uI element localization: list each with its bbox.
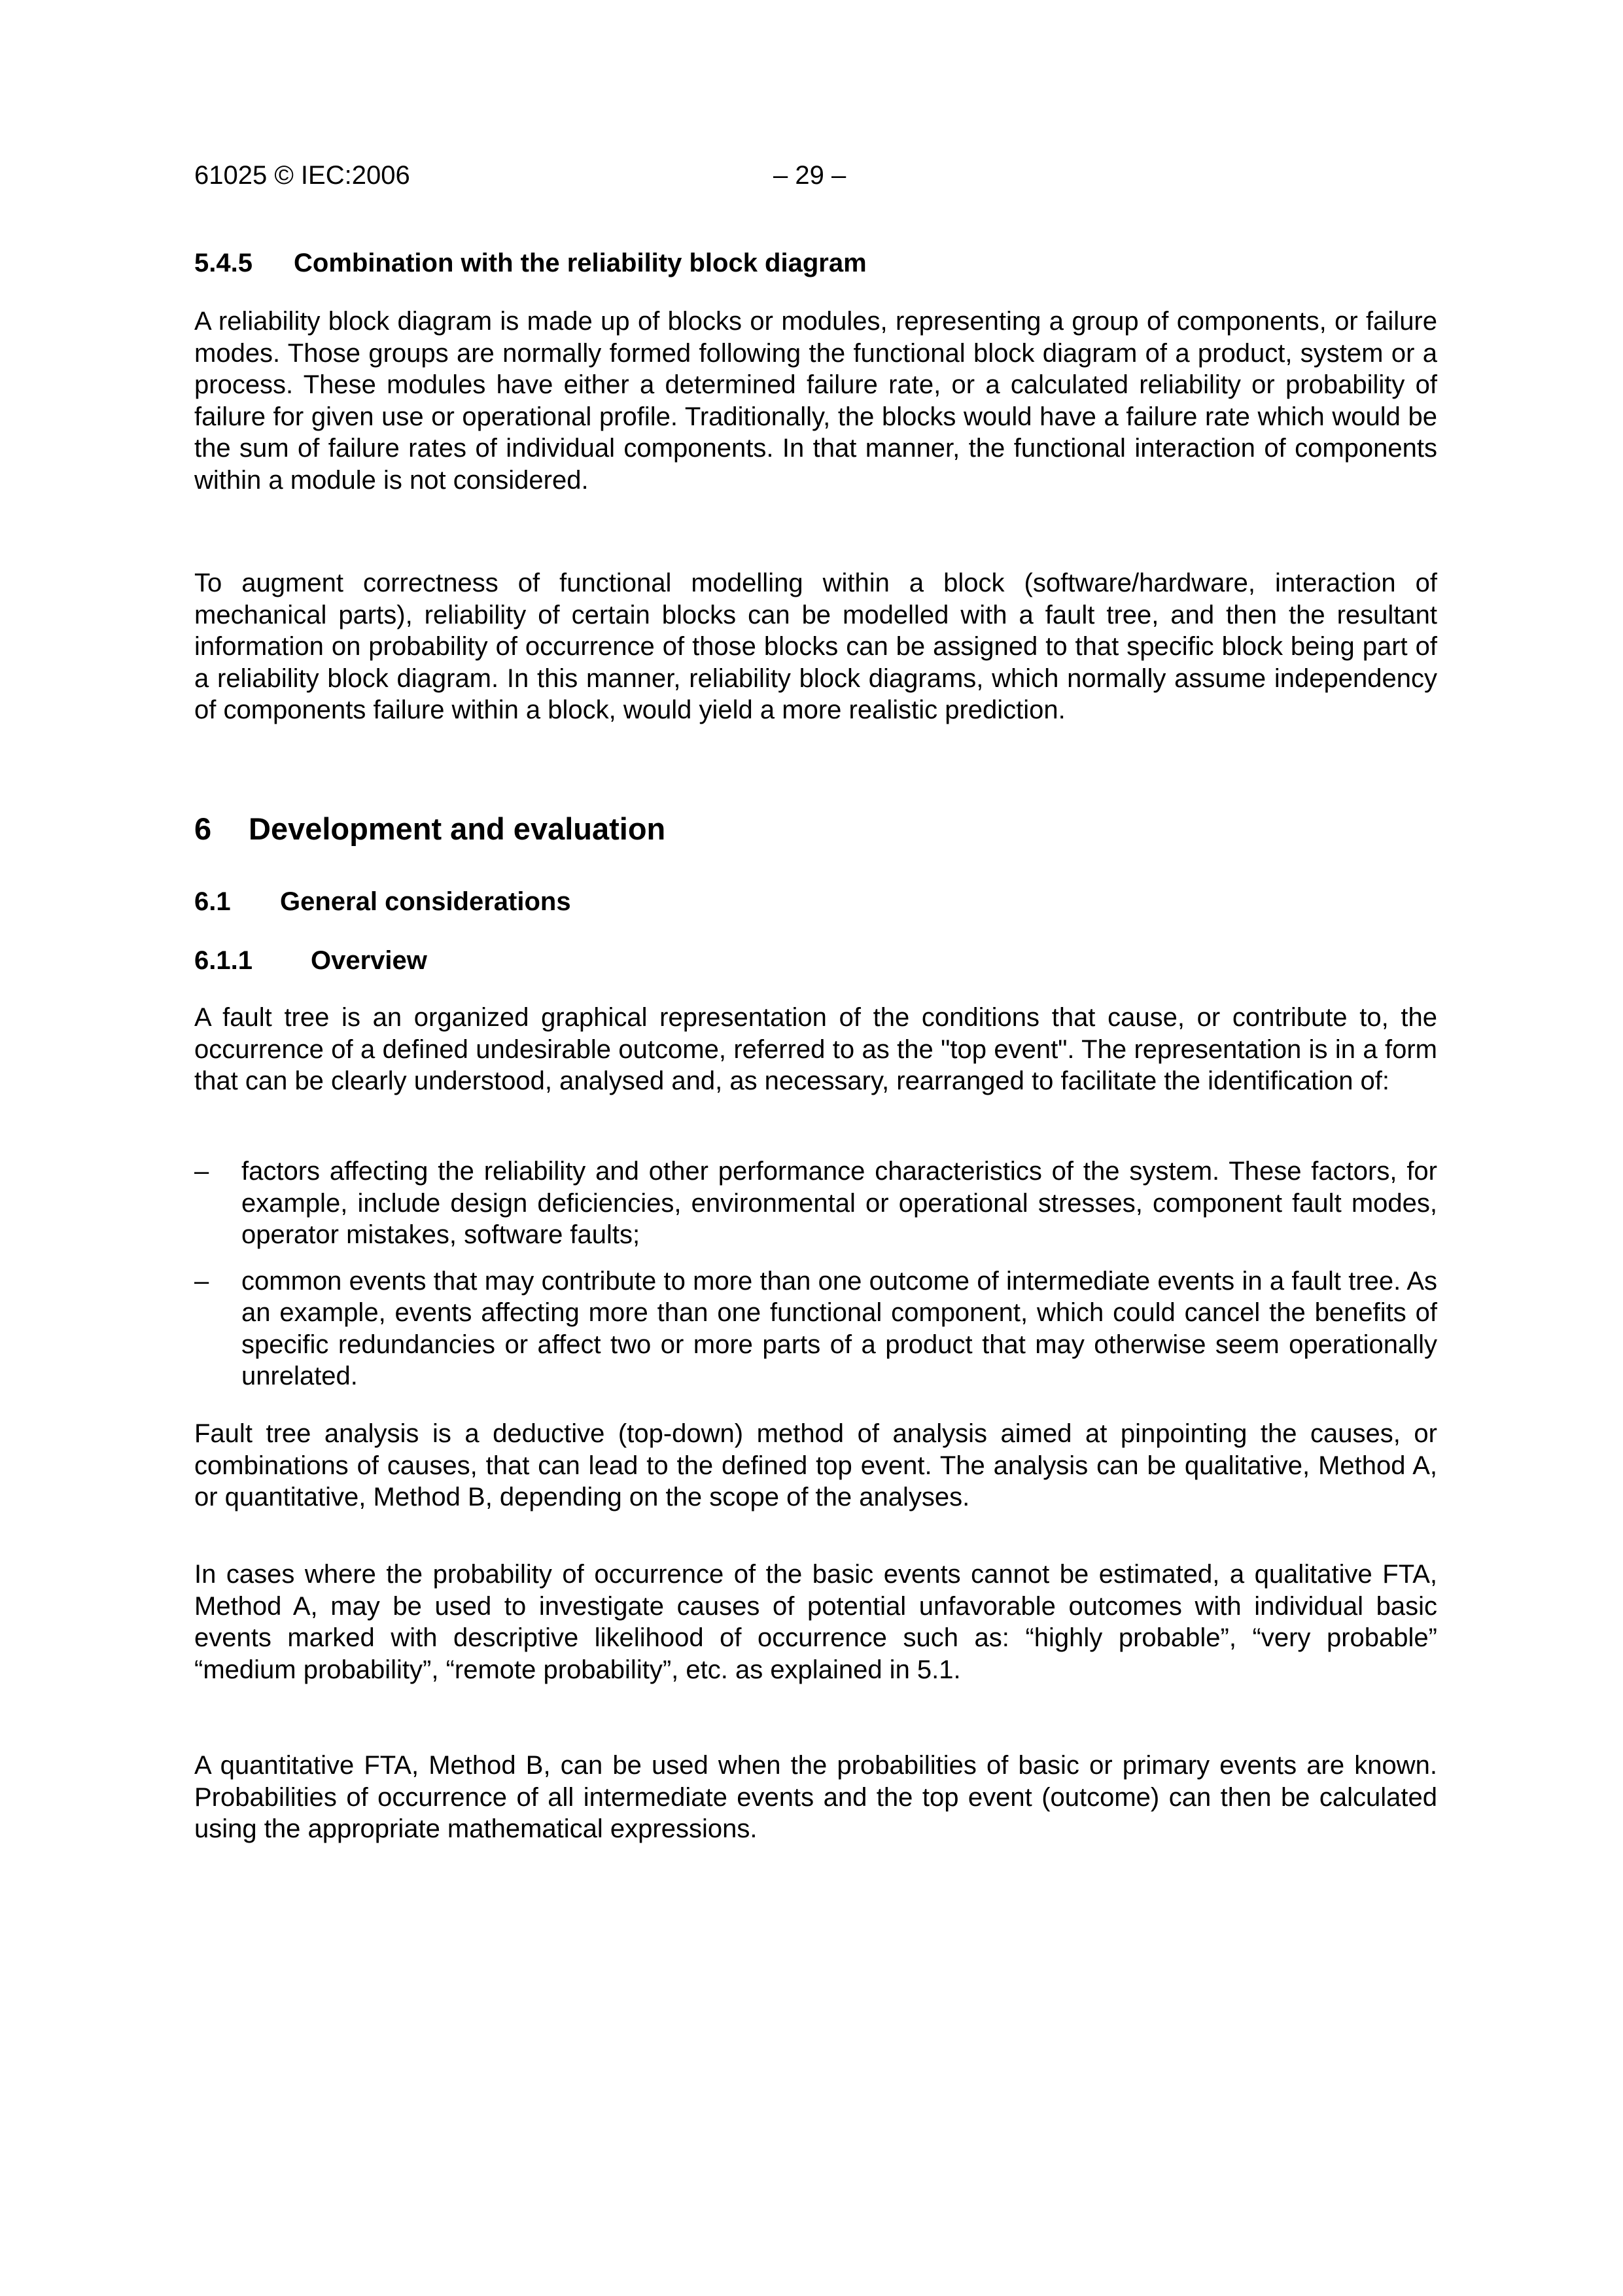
heading-6 <box>194 806 1437 852</box>
paragraph-fault-tree-overview: A fault tree is an organized graphical representation of the conditions that cause, or contribute to, the occurrence of a defined undesirable outcome, referred to as the "top event". The representation is in a form that can be clearly understood, analysed and, as necessary, rearranged to facilitate the identification of: <box>194 1003 1437 1095</box>
heading-title: Overview <box>311 946 427 975</box>
heading-number: 5.4.5 <box>194 249 253 277</box>
identification-list <box>194 1156 1437 1392</box>
document-identifier: 61025 © IEC:2006 <box>194 161 410 190</box>
paragraph-fta-deductive: Fault tree analysis is a deductive (top-down) method of analysis aimed at pinpointing the causes, or combinations of causes, that can lead to the defined top event. The analysis can be qualitative, Method A, or quantitative, Method B, depending on the scope of the analyses. <box>194 1419 1437 1511</box>
heading-5-4-5 <box>194 243 1437 283</box>
list-dash: – <box>194 1266 209 1296</box>
paragraph-quantitative-fta: A quantitative FTA, Method B, can be used when the probabilities of basic or primary events are known. Probabilities of occurrence of all intermediate events and the top event (outcome) can then be calculated using the appropriate mathematical expressions. <box>194 1751 1437 1843</box>
heading-title: General considerations <box>280 887 571 916</box>
page-number: – 29 – <box>773 161 846 190</box>
list-item-text: factors affecting the reliability and other performance characteristics of the system. These factors, for example, include design deficiencies, environmental or operational stresses, component fault modes, operator mistakes, software faults; <box>241 1157 1437 1249</box>
paragraph-functional-modelling: To augment correctness of functional modelling within a block (software/hardware, interaction of mechanical parts), reliability of certain blocks can be modelled with a fault tree, and then the resultant information on probability of occurrence of those blocks can be assigned to that specific block being part of a reliability block diagram. In this manner, reliability block diagrams, which normally assume independency of components failure within a block, would yield a more realistic prediction. <box>194 569 1437 724</box>
heading-number: 6 <box>194 811 212 846</box>
list-dash: – <box>194 1157 209 1186</box>
paragraph-qualitative-fta: In cases where the probability of occurrence of the basic events cannot be estimated, a qualitative FTA, Method A, may be used to investigate causes of potential unfavorable outcomes with individual basic events marked with descriptive likelihood of occurrence such as: “highly probable”, “very probable” “medium probability”, “remote probability”, etc. as explained in 5.1. <box>194 1560 1437 1684</box>
heading-6-1 <box>194 882 1437 921</box>
heading-title: Combination with the reliability block diagram <box>294 249 867 277</box>
heading-title: Development and evaluation <box>249 811 666 846</box>
paragraph-rbd-definition: A reliability block diagram is made up of blocks or modules, representing a group of components, or failure modes. Those groups are normally formed following the functional block diagram of a product, system or a process. These modules have either a determined failure rate, or a calculated reliability or probability of failure for given use or operational profile. Traditionally, the blocks would have a failure rate which would be the sum of failure rates of individual components. In that manner, the functional interaction of components within a module is not considered. <box>194 307 1437 495</box>
heading-number: 6.1.1 <box>194 946 253 975</box>
list-item-text: common events that may contribute to more than one outcome of intermediate events in a fault tree. As an example, events affecting more than one functional component, which could cancel the benefits of specific redundancies or affect two or more parts of a product that may otherwise seem operationally unrelated. <box>241 1266 1437 1390</box>
list-item <box>194 1156 1437 1251</box>
list-item <box>194 1265 1437 1392</box>
heading-number: 6.1 <box>194 887 231 916</box>
running-header <box>194 156 1437 195</box>
heading-6-1-1 <box>194 941 1437 980</box>
